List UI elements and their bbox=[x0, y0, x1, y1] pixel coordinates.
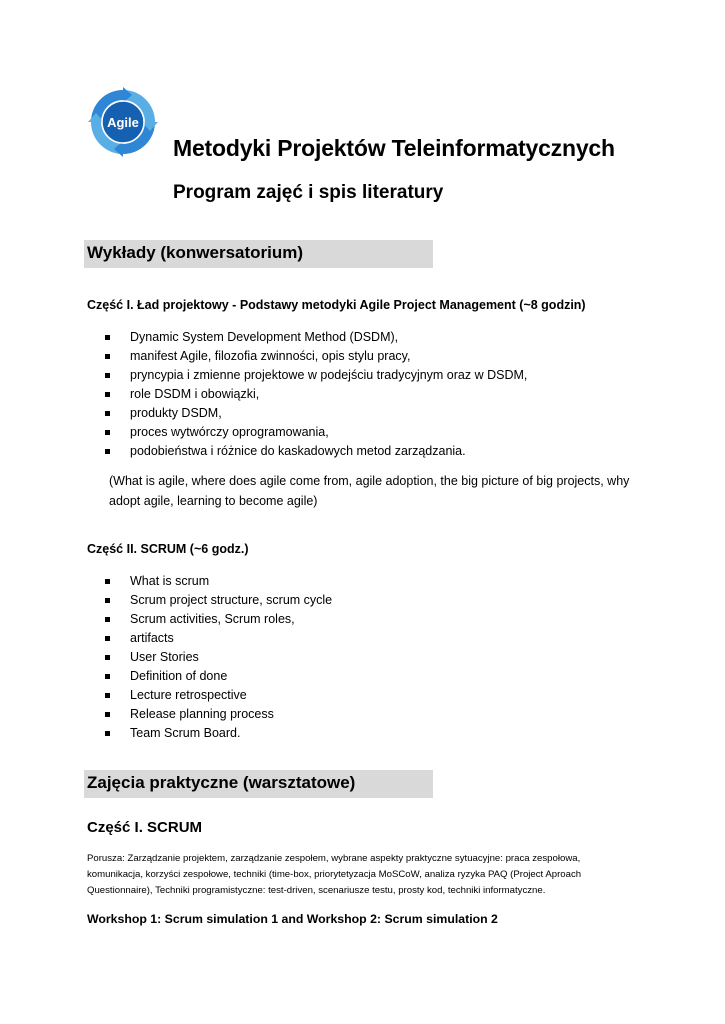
bullet-square-icon bbox=[105, 579, 110, 584]
document-subtitle: Program zajęć i spis literatury bbox=[173, 182, 444, 203]
bullet-square-icon bbox=[105, 731, 110, 736]
bullet-square-icon bbox=[105, 617, 110, 622]
bullet-square-icon bbox=[105, 712, 110, 717]
bullet-square-icon bbox=[105, 392, 110, 397]
bullet-square-icon bbox=[105, 449, 110, 454]
bullet-square-icon bbox=[105, 335, 110, 340]
bullet-square-icon bbox=[105, 693, 110, 698]
agile-logo-icon bbox=[88, 87, 158, 157]
lectures-part1-note: (What is agile, where does agile come from, agile adoption, the big picture of big projects, why adopt agile, learning to become agile) bbox=[109, 474, 630, 508]
logo-text: Agile bbox=[107, 115, 139, 130]
lectures-heading: Wykłady (konwersatorium) bbox=[87, 243, 304, 262]
bullet-square-icon bbox=[105, 598, 110, 603]
document-page: Agile Metodyki Projektów Teleinformatycznych Program zajęć i spis literatury Wykłady (konwersatorium) Część I. Ład projektowy - Podstawy metodyki Agile Project Management (~8 godzin) Dynamic System Development Method (DSDM), manifest Agile, filozofia zwinności, opis stylu pracy, pryncypia i zmienne projektowe w podejściu tradycyjnym oraz w DSDM, role DSDM i obowiązki, produkty DSDM, proces wytwórczy oprogramowania, podobieństwa i różnice do kaskadowych metod zarządzania. (What is agile, where does agile come from, agile adoption, the big picture of big projects, why adopt agile, learning to become agile) Część II. SCRUM (~6 godz.) What is scrum Scrum project structure, scrum cycle Scrum activities, Scrum roles, artifacts User Stories Definition of done Lecture retrospective Release planning process Team Scrum Board. Zajęcia praktyczne (warsztatowe) Część I. SCRUM Porusza: Zarządzanie projektem, zarządzanie zespołem, wybrane aspekty praktyczne sytuacyjne: praca zespołowa, komunikacja, korzyści zespołowe, techniki (time-box, priorytetyzacja MoSCoW, analiza ryzyka PAQ (Project Aproach Questionnaire), Techniki programistyczne: test-driven, scenariusze testu, prosty kod, techniki informatyczne. Workshop 1: Scrum simulation 1 and Workshop 2: Scrum simulation 2 bbox=[0, 0, 725, 1024]
bullet-square-icon bbox=[105, 674, 110, 679]
bullet-square-icon bbox=[105, 636, 110, 641]
practical-heading: Zajęcia praktyczne (warsztatowe) bbox=[87, 773, 356, 792]
bullet-square-icon bbox=[105, 354, 110, 359]
practical-part1-description: Porusza: Zarządzanie projektem, zarządzanie zespołem, wybrane aspekty praktyczne sytuacyjne: praca zespołowa, komunikacja, korzyści zespołowe, techniki (time-box, priorytetyzacja MoSCoW, analiza ryzyka PAQ (Project Aproach Questionnaire), Techniki programistyczne: test-driven, scenariusze testu, prosty kod, techniki informatyczne. bbox=[87, 853, 582, 896]
bullet-square-icon bbox=[105, 373, 110, 378]
practical-part1-heading: Część I. SCRUM bbox=[87, 819, 203, 836]
lectures-part1-heading: Część I. Ład projektowy - Podstawy metodyki Agile Project Management (~8 godzin) bbox=[87, 298, 586, 312]
bullet-square-icon bbox=[105, 655, 110, 660]
lectures-section-header bbox=[84, 240, 433, 268]
lectures-part2-heading: Część II. SCRUM (~6 godz.) bbox=[87, 542, 249, 556]
practical-section-header bbox=[84, 770, 433, 798]
workshop-heading: Workshop 1: Scrum simulation 1 and Workshop 2: Scrum simulation 2 bbox=[87, 912, 498, 926]
bullet-square-icon bbox=[105, 430, 110, 435]
document-title: Metodyki Projektów Teleinformatycznych bbox=[173, 135, 615, 161]
bullet-square-icon bbox=[105, 411, 110, 416]
